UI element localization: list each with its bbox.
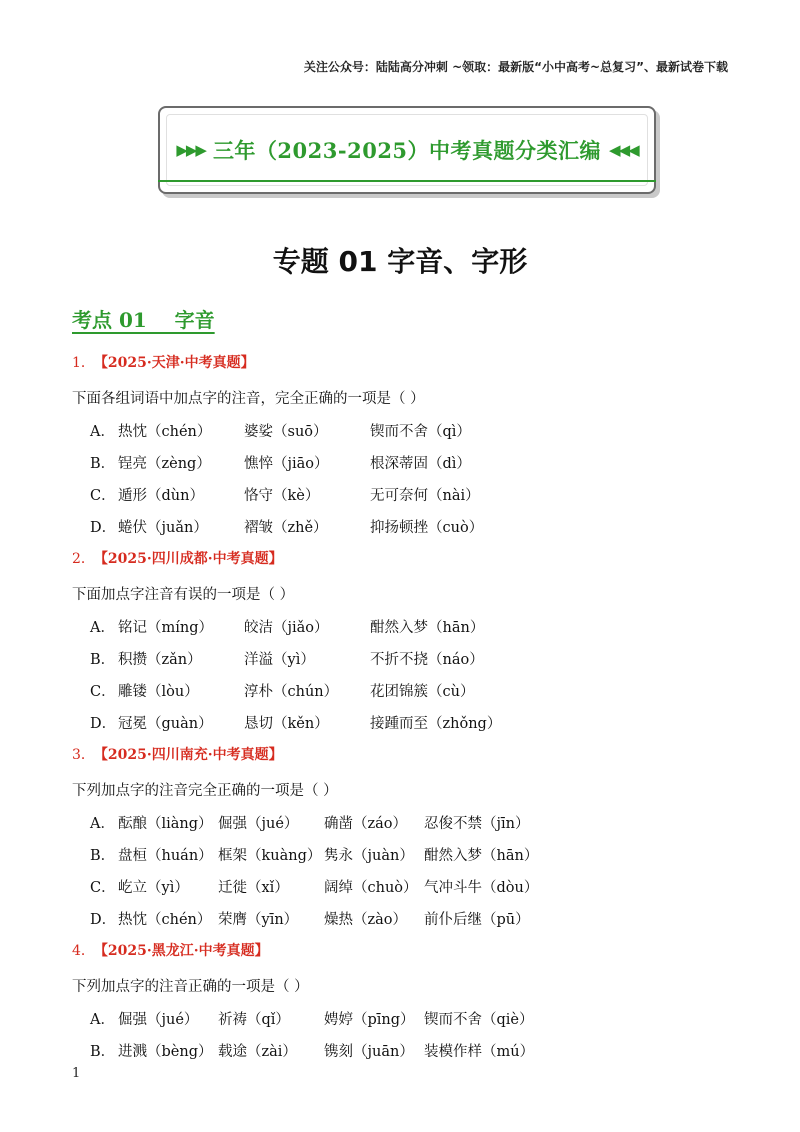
option-row xyxy=(72,676,732,708)
question-header xyxy=(72,744,732,766)
option-item: 酣然入梦（hān） xyxy=(424,848,539,864)
option-item: 花团锦簇（cù） xyxy=(370,684,475,700)
option-letter: D． xyxy=(90,716,117,732)
section-heading: 考点 01 字音 xyxy=(72,308,215,332)
option-letter: A． xyxy=(90,1012,115,1028)
option-item: 皎洁（jiǎo） xyxy=(244,620,329,636)
option-item: 进溅（bèng） xyxy=(118,1044,213,1060)
option-letter: C． xyxy=(90,880,116,896)
option-item: 褶皱（zhě） xyxy=(244,520,328,536)
right-arrows-icon: ▶▶▶ xyxy=(176,141,205,159)
option-item: 冠冕（guàn） xyxy=(118,716,213,732)
option-item: 酝酿（liàng） xyxy=(118,816,213,832)
option-letter: D． xyxy=(90,520,117,536)
option-item: 锃亮（zèng） xyxy=(118,456,211,472)
option-item: 框架（kuàng） xyxy=(218,848,322,864)
option-item: 倔强（jué） xyxy=(218,816,299,832)
question-number: 3． xyxy=(72,747,95,763)
header-note: 关注公众号：陆陆高分冲刺 ~领取：最新版“小中高考~总复习”、最新试卷下载 xyxy=(303,60,728,74)
option-item: 迁徙（xǐ） xyxy=(218,880,289,896)
option-row xyxy=(72,708,732,740)
option-item: 隽永（juàn） xyxy=(324,848,414,864)
option-item: 镌刻（juān） xyxy=(324,1044,414,1060)
option-row xyxy=(72,448,732,480)
option-row xyxy=(72,416,732,448)
option-item: 锲而不舍（qiè） xyxy=(424,1012,534,1028)
question-stem: 下列加点字的注音完全正确的一项是（ ） xyxy=(72,783,338,799)
option-item: 雕镂（lòu） xyxy=(118,684,199,700)
banner-inner xyxy=(166,114,648,186)
option-item: 锲而不舍（qì） xyxy=(370,424,471,440)
question-header xyxy=(72,352,732,374)
option-item: 燥热（zào） xyxy=(324,912,408,928)
option-item: 荣膺（yīn） xyxy=(218,912,299,928)
question-stem: 下列加点字的注音正确的一项是（ ） xyxy=(72,979,309,995)
option-row xyxy=(72,612,732,644)
option-item: 憔悴（jiāo） xyxy=(244,456,329,472)
option-item: 屹立（yì） xyxy=(118,880,189,896)
option-item: 确凿（záo） xyxy=(324,816,408,832)
option-item: 忍俊不禁（jīn） xyxy=(424,816,530,832)
option-item: 热忱（chén） xyxy=(118,912,212,928)
banner-underline xyxy=(158,180,656,182)
option-row xyxy=(72,904,732,936)
option-letter: A． xyxy=(90,620,115,636)
page-number: 1 xyxy=(72,1066,81,1081)
question-stem: 下面加点字注音有误的一项是（ ） xyxy=(72,587,295,603)
option-letter: D． xyxy=(90,912,117,928)
option-item: 铭记（míng） xyxy=(118,620,214,636)
option-item: 前仆后继（pū） xyxy=(424,912,530,928)
option-item: 气冲斗牛（dòu） xyxy=(424,880,539,896)
option-item: 热忱（chén） xyxy=(118,424,212,440)
option-letter: B． xyxy=(90,456,116,472)
option-item: 祈祷（qǐ） xyxy=(218,1012,290,1028)
option-letter: C． xyxy=(90,684,116,700)
banner xyxy=(158,106,656,194)
question-number: 1． xyxy=(72,355,95,371)
question-list xyxy=(72,352,732,1072)
option-letter: A． xyxy=(90,424,115,440)
question-block xyxy=(72,744,732,940)
option-letter: B． xyxy=(90,652,116,668)
option-row xyxy=(72,872,732,904)
option-letter: C． xyxy=(90,488,116,504)
banner-text: 三年（2023-2025）中考真题分类汇编 xyxy=(212,138,602,163)
option-item: 倔强（jué） xyxy=(118,1012,199,1028)
option-item: 接踵而至（zhǒng） xyxy=(370,716,502,732)
question-block xyxy=(72,940,732,1072)
option-letter: B． xyxy=(90,1044,116,1060)
option-item: 根深蒂固（dì） xyxy=(370,456,471,472)
option-row xyxy=(72,840,732,872)
question-source: 【2025·黑龙江·中考真题】 xyxy=(100,943,269,959)
option-item: 酣然入梦（hān） xyxy=(370,620,485,636)
option-item: 蜷伏（juǎn） xyxy=(118,520,208,536)
option-item: 婆娑（suō） xyxy=(244,424,328,440)
option-item: 遁形（dùn） xyxy=(118,488,204,504)
question-source: 【2025·天津·中考真题】 xyxy=(100,355,255,371)
question-block xyxy=(72,548,732,744)
page-title: 专题 01 字音、字形 xyxy=(272,245,528,278)
option-item: 洋溢（yì） xyxy=(244,652,315,668)
question-block xyxy=(72,352,732,548)
option-item: 娉婷（pīng） xyxy=(324,1012,415,1028)
option-item: 积攒（zǎn） xyxy=(118,652,202,668)
question-source: 【2025·四川南充·中考真题】 xyxy=(100,747,283,763)
option-row xyxy=(72,1036,732,1068)
left-arrows-icon: ◀◀◀ xyxy=(609,141,638,159)
option-item: 盘桓（huán） xyxy=(118,848,213,864)
question-stem: 下面各组词语中加点字的注音，完全正确的一项是（ ） xyxy=(72,391,425,407)
option-row xyxy=(72,808,732,840)
option-letter: B． xyxy=(90,848,116,864)
option-item: 装模作样（mú） xyxy=(424,1044,535,1060)
option-item: 无可奈何（nài） xyxy=(370,488,480,504)
option-item: 抑扬顿挫（cuò） xyxy=(370,520,484,536)
question-header xyxy=(72,940,732,962)
option-item: 恪守（kè） xyxy=(244,488,320,504)
question-number: 4． xyxy=(72,943,95,959)
option-letter: A． xyxy=(90,816,115,832)
option-item: 不折不挠（náo） xyxy=(370,652,484,668)
option-item: 阔绰（chuò） xyxy=(324,880,418,896)
option-item: 载途（zài） xyxy=(218,1044,297,1060)
question-header xyxy=(72,548,732,570)
option-row xyxy=(72,644,732,676)
option-row xyxy=(72,480,732,512)
option-row xyxy=(72,512,732,544)
option-row xyxy=(72,1004,732,1036)
question-number: 2． xyxy=(72,551,95,567)
option-item: 恳切（kěn） xyxy=(244,716,329,732)
question-source: 【2025·四川成都·中考真题】 xyxy=(100,551,283,567)
option-item: 淳朴（chún） xyxy=(244,684,339,700)
